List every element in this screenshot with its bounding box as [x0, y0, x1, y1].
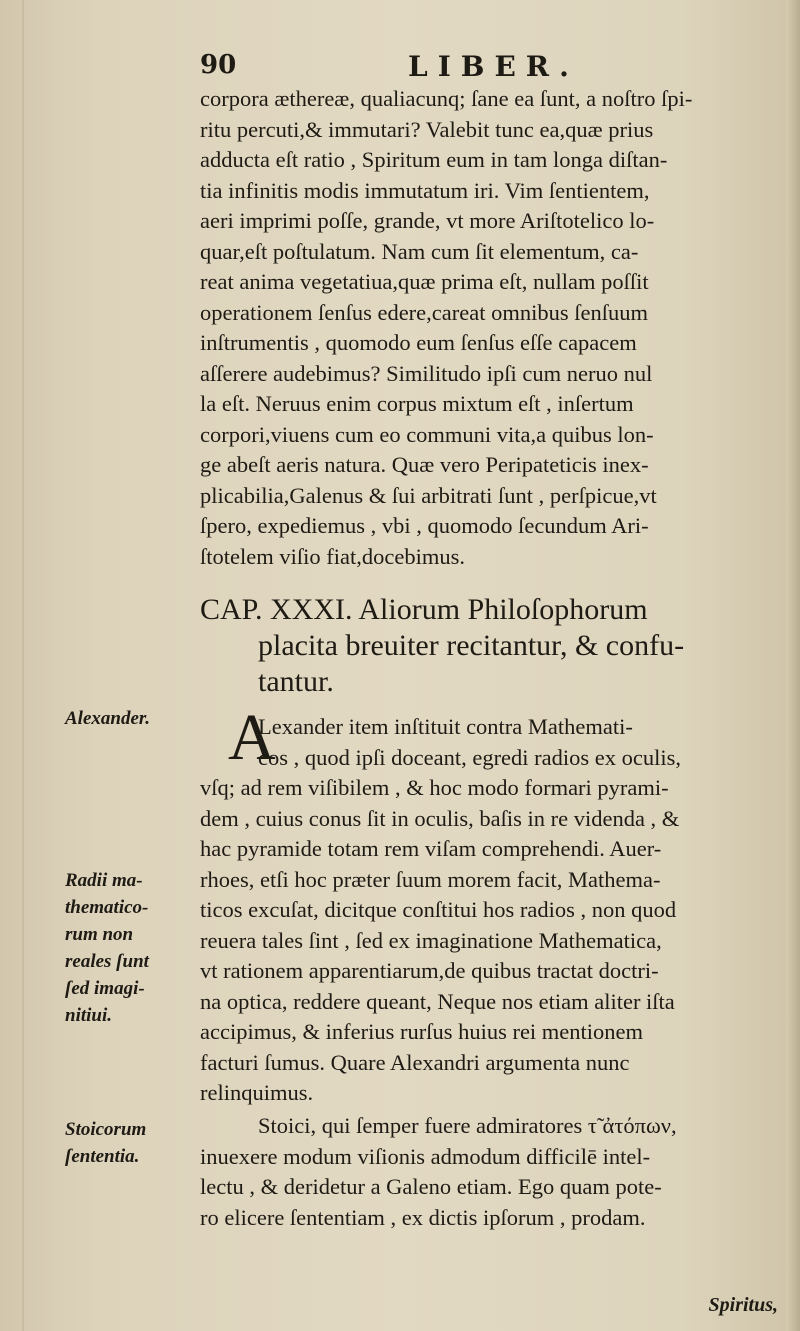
- running-head: LIBER.: [408, 50, 579, 83]
- text-line: facturi ſumus. Quare Alexandri argumenta nunc: [200, 1049, 630, 1075]
- text-line: ro elicere ſententiam , ex dictis ipſorum , prodam.: [200, 1204, 646, 1230]
- text-line: dem , cuius conus ſit in oculis, baſis in re videnda , &: [200, 805, 680, 831]
- text-line: cos , quod ipſi doceant, egredi radios ex oculis,: [258, 744, 682, 770]
- text-line: tia infinitis modis immutatum iri. Vim ſentientem,: [200, 177, 650, 203]
- margin-note-stoicorum: [65, 1116, 146, 1170]
- margin-note-line: Stoicorum: [65, 1119, 147, 1140]
- text-line: reat anima vegetatiua,quæ prima eſt, nullam poſſit: [200, 269, 649, 294]
- text-line: inſtrumentis , quomodo eum ſenſus eſſe capacem: [200, 330, 637, 355]
- text-line: la eſt. Neruus enim corpus mixtum eſt , inſertum: [200, 391, 634, 416]
- text-line: aeri imprimi poſſe, grande, vt more Ariſtotelico lo-: [200, 208, 655, 233]
- text-line: reuera tales ſint , ſed ex imaginatione Mathematica,: [200, 927, 662, 953]
- chapter-heading-line: placita breuiter recitantur, & confu-: [258, 629, 685, 662]
- text-line: relinquimus.: [200, 1080, 314, 1105]
- margin-note-line: reales ſunt: [65, 951, 149, 972]
- page-number: 90: [200, 50, 237, 80]
- margin-note-radii: [65, 867, 149, 1029]
- text-line: adducta eſt ratio , Spiritum eum in tam longa diſtan-: [200, 147, 668, 172]
- text-line: corpori,viuens cum eo communi vita,a quibus lon-: [200, 421, 654, 447]
- drop-capital: A: [228, 701, 276, 774]
- text-line: na optica, reddere queant, Neque nos etiam aliter iſta: [200, 988, 675, 1014]
- text-line: ticos excuſat, dicitque conſtitui hos radios , non quod: [200, 897, 677, 922]
- text-line: corpora æthereæ, qualiacunq; ſane ea ſunt, a noſtro ſpi-: [200, 86, 693, 111]
- text-line: operationem ſenſus edere,careat omnibus ſenſuum: [200, 299, 648, 325]
- chapter-heading-line: tantur.: [258, 665, 334, 698]
- chapter-heading-line: CAP. XXXI. Aliorum Philoſophorum: [200, 593, 648, 626]
- paragraph-2: [200, 712, 792, 1109]
- text-line: ſpero, expediemus , vbi , quomodo ſecundum Ari-: [200, 513, 649, 538]
- text-line: ritu percuti,& immutari? Valebit tunc ea,quæ prius: [200, 116, 654, 142]
- text-line: rhoes, etſi hoc præter ſuum morem facit, Mathema-: [200, 866, 661, 892]
- margin-note-line: ſententia.: [65, 1146, 140, 1167]
- margin-note-alexander: Alexander.: [65, 708, 150, 729]
- text-line: ſtotelem viſio fiat,docebimus.: [200, 543, 465, 569]
- text-line: lectu , & deridetur a Galeno etiam. Ego quam pote-: [200, 1174, 662, 1199]
- margin-note-line: ſed imagi-: [65, 978, 145, 999]
- text-line: vſq; ad rem viſibilem , & hoc modo formari pyrami-: [200, 775, 669, 800]
- margin-note-line: Radii ma-: [65, 870, 143, 891]
- text-line: aſſerere audebimus? Similitudo ipſi cum neruo nul: [200, 360, 653, 386]
- catchword: Spiritus,: [708, 1294, 778, 1316]
- text-line: hac pyramide totam rem viſam comprehendi. Auer-: [200, 836, 662, 861]
- text-line: vt rationem apparentiarum,de quibus tractat doctri-: [200, 958, 659, 983]
- margin-note-line: nitiui.: [65, 1005, 112, 1026]
- text-line: ge abeſt aeris natura. Quæ vero Peripateticis inex-: [200, 452, 649, 477]
- paragraph-3: [200, 1111, 792, 1233]
- page-crease: [22, 0, 24, 1331]
- paragraph-1: [200, 84, 792, 572]
- chapter-heading: [200, 592, 792, 700]
- text-line: inuexere modum viſionis admodum difficilē intel-: [200, 1143, 651, 1169]
- text-line: quar,eſt poſtulatum. Nam cum ſit elementum, ca-: [200, 238, 639, 264]
- text-line: plicabilia,Galenus & ſui arbitrati ſunt , perſpicue,vt: [200, 482, 657, 508]
- margin-note-line: rum non: [65, 924, 134, 945]
- text-line: Lexander item inſtituit contra Mathemati-: [258, 714, 633, 739]
- text-line: accipimus, & inferius rurſus huius rei mentionem: [200, 1019, 644, 1044]
- margin-note-line: thematico-: [65, 897, 149, 918]
- text-line: Stoici, qui ſemper fuere admiratores τ̃ ἀτόπων,: [258, 1113, 677, 1138]
